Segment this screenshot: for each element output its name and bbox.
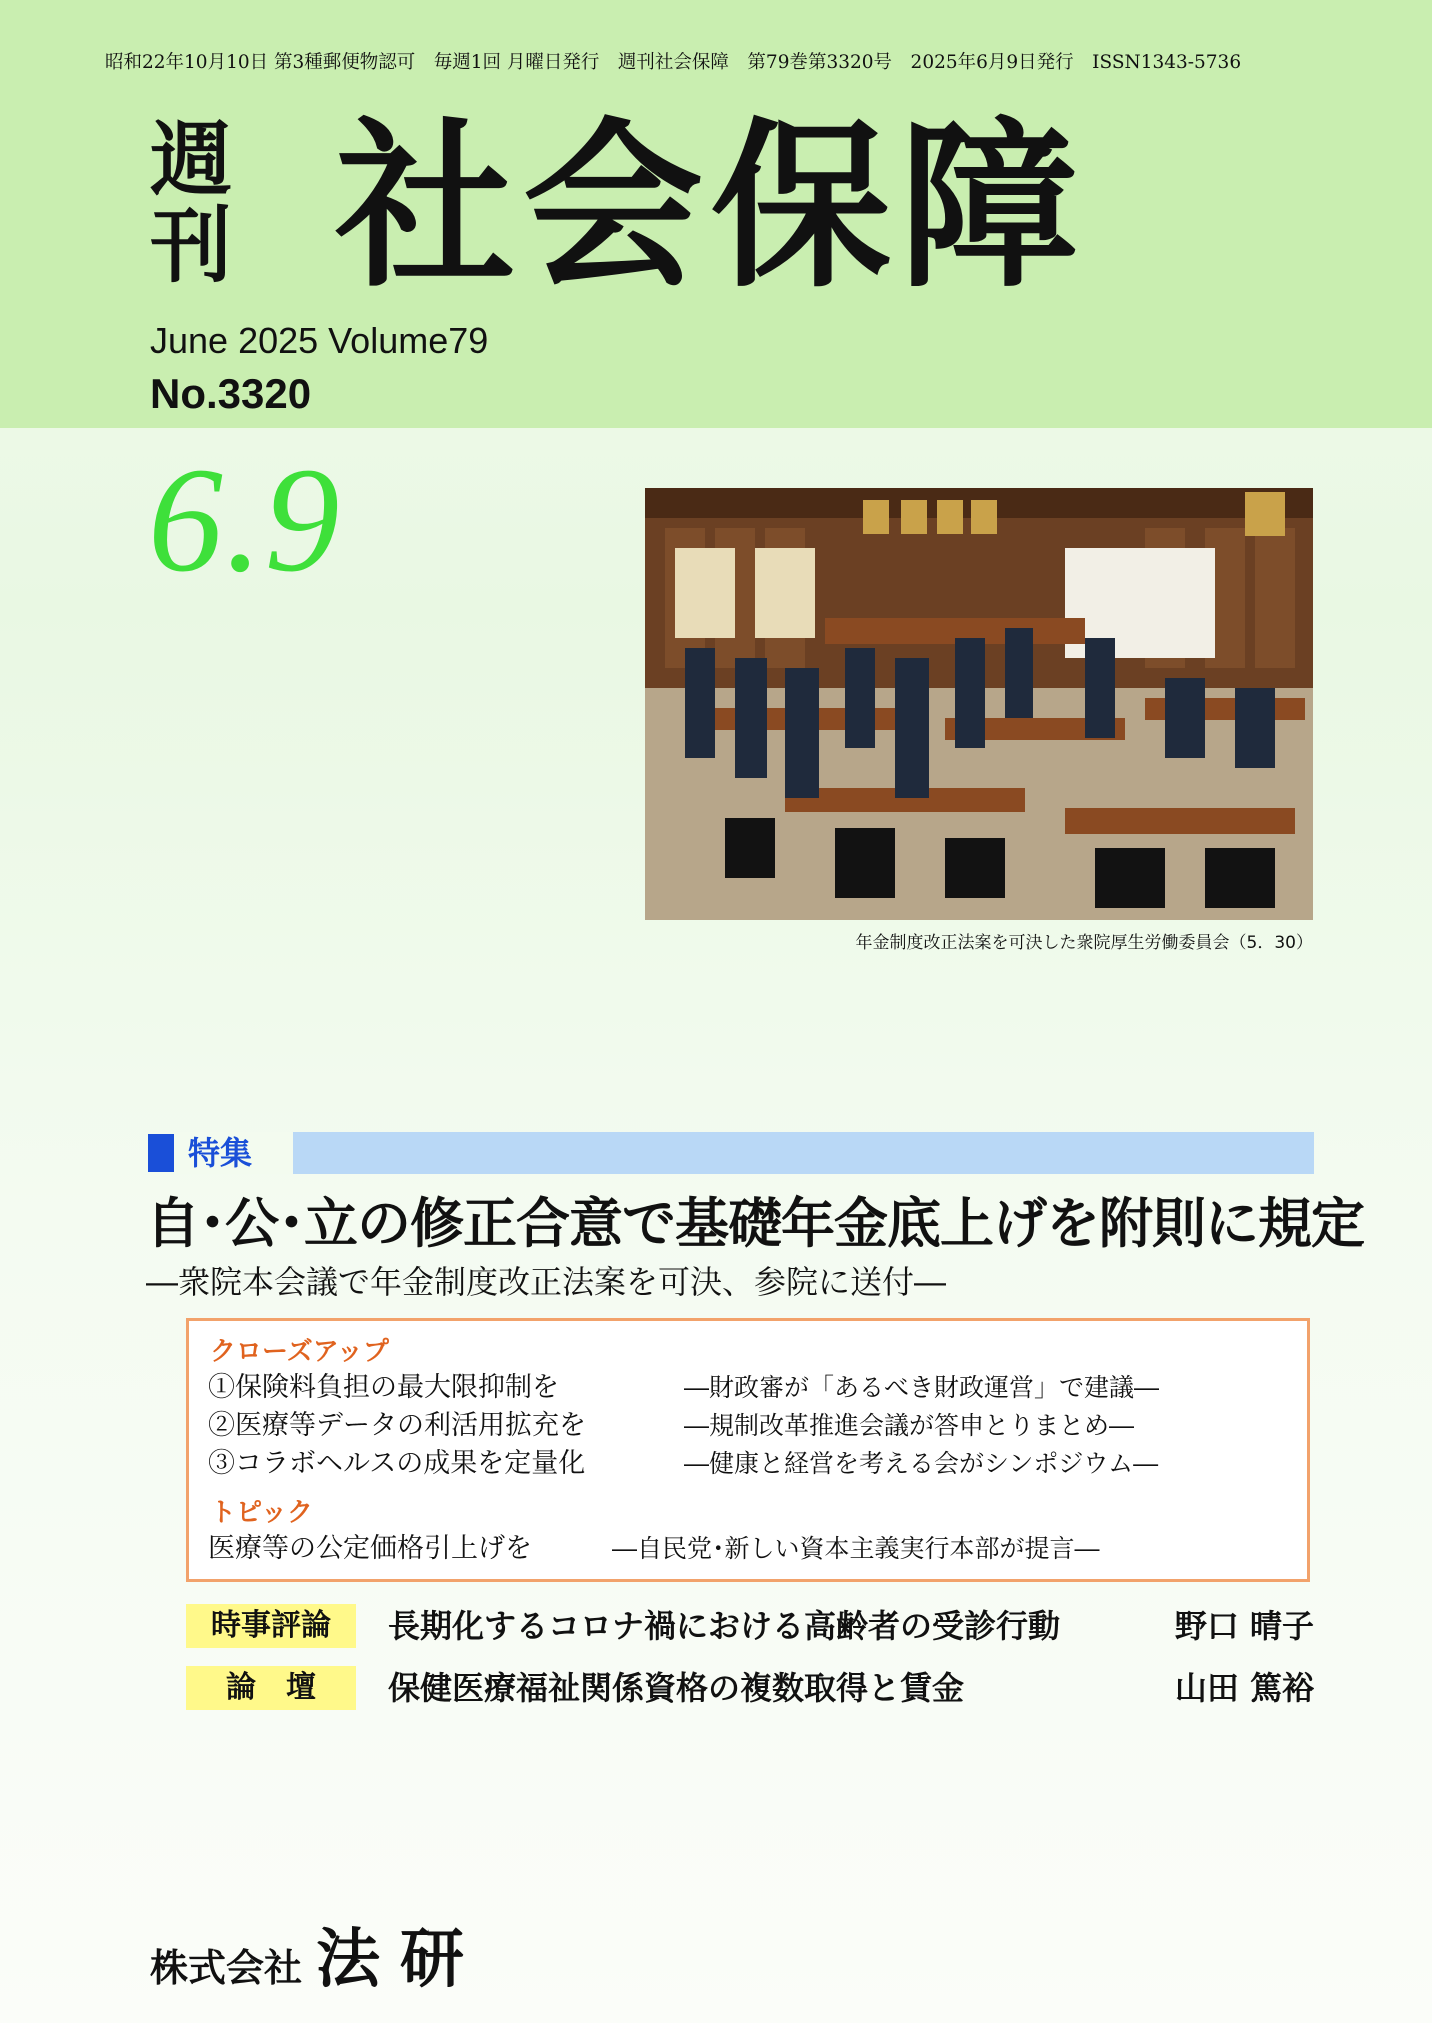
article-title: 長期化するコロナ禍における高齢者の受診行動 [388, 1607, 1061, 1645]
committee-room-illustration [645, 488, 1313, 920]
magazine-title: 社会保障 [335, 103, 1088, 312]
registration-line: 昭和22年10月10日 第3種郵便物認可 毎週1回 月曜日発行 週刊社会保障 第79巻第3320号 2025年6月9日発行 ISSN1343-5736 [105, 52, 1242, 73]
issue-number: No.3320 [150, 370, 312, 417]
feature-headline: 自･公･立の修正合意で基礎年金底上げを附則に規定 [146, 1191, 1364, 1255]
feature-bar [148, 1132, 1314, 1174]
article-tag: 時事評論 [186, 1604, 356, 1648]
topic-sub: ―自民党･新しい資本主義実行本部が提言― [612, 1534, 1100, 1563]
closeup-item-title: ③コラボヘルスの成果を定量化 [208, 1448, 586, 1479]
article-author: 野口 晴子 [1174, 1607, 1314, 1645]
volume-line: June 2025 Volume79 [150, 320, 489, 361]
article-tag: 論 壇 [186, 1666, 356, 1710]
feature-square-icon [148, 1134, 174, 1172]
topic-title: 医療等の公定価格引上げを [208, 1533, 532, 1564]
feature-tag [148, 1132, 293, 1174]
committee-photo [645, 488, 1313, 920]
title-prefix-char: 週 [150, 113, 235, 208]
closeup-item-sub: ―健康と経営を考える会がシンポジウム― [684, 1449, 1159, 1478]
closeup-item-sub: ―財政審が「あるべき財政運営」で建議― [684, 1373, 1160, 1402]
publisher-prefix: 株式会社 [150, 1946, 303, 1990]
feature-subheadline: ―衆院本会議で年金制度改正法案を可決、参院に送付― [146, 1263, 947, 1301]
title-prefix-char: 刊 [150, 199, 235, 294]
magazine-title-prefix [150, 113, 300, 294]
article-author: 山田 篤裕 [1174, 1669, 1314, 1707]
closeup-item-title: ①保険料負担の最大限抑制を [208, 1372, 559, 1403]
topic-label: トピック [210, 1498, 313, 1528]
publisher-name: 法研 [316, 1922, 485, 1997]
closeup-label: クローズアップ [210, 1337, 389, 1367]
closeup-item-sub: ―規制改革推進会議が答申とりまとめ― [684, 1411, 1135, 1440]
photo-caption: 年金制度改正法案を可決した衆院厚生労働委員会（5．30） [855, 933, 1313, 953]
feature-tag-label: 特集 [188, 1134, 253, 1172]
issue-date: 6.9 [148, 437, 342, 603]
article-title: 保健医療福祉関係資格の複数取得と賃金 [388, 1669, 965, 1707]
publisher [150, 1908, 484, 2000]
closeup-item-title: ②医療等データの利活用拡充を [208, 1410, 586, 1441]
